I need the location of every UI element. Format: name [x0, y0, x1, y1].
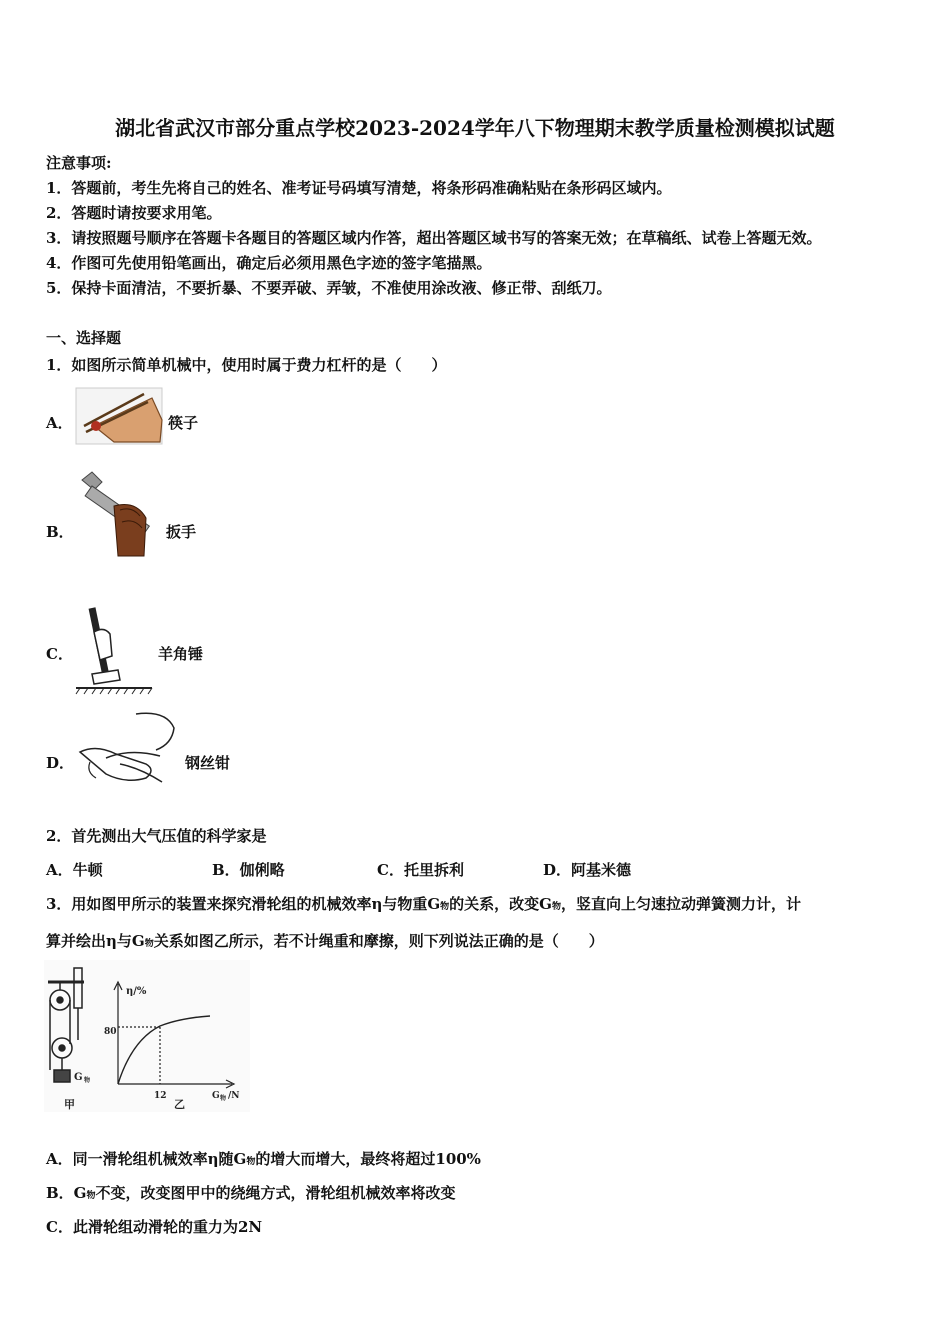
option-c-letter: C．: [46, 645, 73, 663]
x-axis-label-sub: 物: [220, 1095, 227, 1102]
question-1-stem: 1．如图所示简单机械中，使用时属于费力杠杆的是（ ）: [46, 356, 447, 374]
y-tick-80: 80: [104, 1027, 117, 1037]
wrench-figure: [74, 470, 166, 562]
option-b-text: 扳手: [166, 523, 197, 541]
notice-item: 4．作图可先使用铅笔画出，确定后必须用黑色字迹的签字笔描黑。: [46, 254, 492, 272]
notice-item: 3．请按照题号顺序在答题卡各题目的答题区域内作答，超出答题区域书写的答案无效；在草稿纸、试卷上答题无效。: [46, 229, 822, 247]
option-a-letter: A．: [46, 414, 73, 432]
g-label: G: [74, 1072, 83, 1083]
q3-option-c: C．此滑轮组动滑轮的重力为2N: [46, 1218, 263, 1236]
chopsticks-figure: [74, 384, 164, 446]
q2-option-b: B．伽俐略: [212, 861, 285, 879]
page-title: 湖北省武汉市部分重点学校2023-2024学年八下物理期末教学质量检测模拟试题: [115, 116, 835, 140]
option-d-text: 钢丝钳: [185, 754, 231, 772]
notice-item: 2．答题时请按要求用笔。: [46, 204, 222, 222]
q2-option-a: A．牛顿: [46, 861, 103, 879]
notice-item: 5．保持卡面清洁，不要折暴、不要弄破、弄皱，不准使用涂改液、修正带、刮纸刀。: [46, 279, 612, 297]
g-sub: 物: [84, 1077, 91, 1084]
x-tick-12: 12: [154, 1091, 167, 1101]
question-3-stem-line2: 算并绘出η与G物关系如图乙所示，若不计绳重和摩擦，则下列说法正确的是（ ）: [46, 932, 604, 950]
option-b-letter: B．: [46, 523, 74, 541]
notice-item: 1．答题前，考生先将自己的姓名、准考证号码填写清楚，将条形码准确粘贴在条形码区域内。: [46, 179, 672, 197]
figure-jia-label: 甲: [64, 1098, 75, 1111]
option-d-letter: D．: [46, 754, 75, 772]
q2-option-c: C．托里拆利: [377, 861, 464, 879]
figure-yi-label: 乙: [174, 1098, 185, 1111]
section-heading: 一、选择题: [46, 329, 122, 347]
pulley-experiment-figure: [44, 960, 250, 1112]
q2-option-d: D．阿基米德: [543, 861, 632, 879]
pliers-figure: [76, 708, 178, 792]
q3-option-b: B．G物不变，改变图甲中的绕绳方式，滑轮组机械效率将改变: [46, 1184, 456, 1202]
question-2-stem: 2．首先测出大气压值的科学家是: [46, 827, 267, 845]
x-axis-label-unit: /N: [228, 1091, 240, 1101]
claw-hammer-figure: [74, 604, 154, 696]
option-c-text: 羊角锤: [158, 645, 204, 663]
q3-option-a: A．同一滑轮组机械效率η随G物的增大而增大，最终将超过100%: [46, 1150, 481, 1168]
option-a-text: 筷子: [168, 414, 199, 432]
notice-heading: 注意事项:: [46, 154, 112, 172]
question-3-stem-line1: 3．用如图甲所示的装置来探究滑轮组的机械效率η与物重G物的关系，改变G物，竖直向上匀速拉动弹簧测力计，计: [46, 895, 802, 913]
x-axis-label-main: G: [212, 1091, 220, 1101]
y-axis-label: η/%: [126, 986, 147, 997]
